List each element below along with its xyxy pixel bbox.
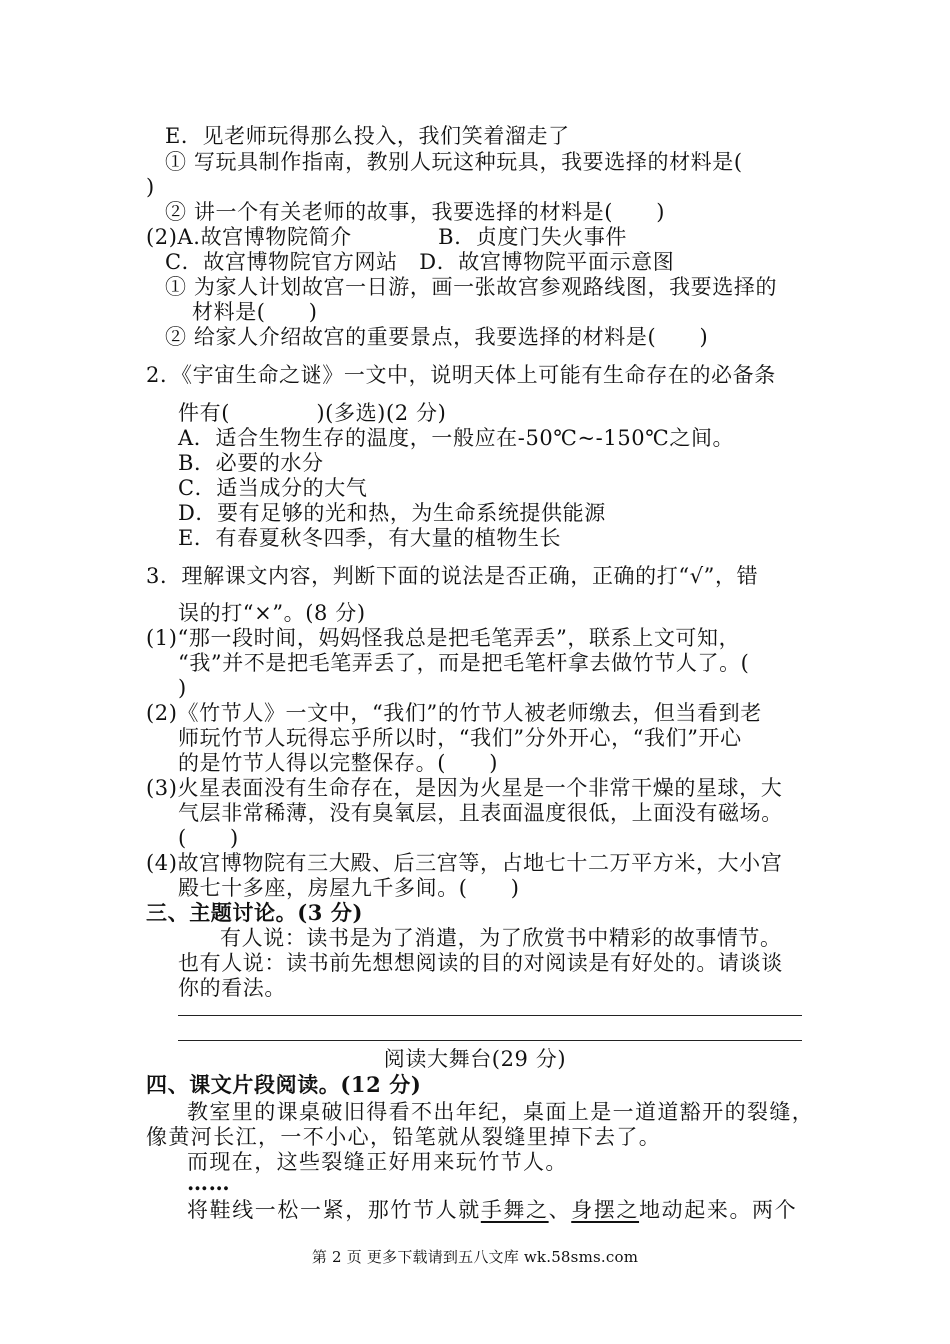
q2-option-d: D．要有足够的光和热，为生命系统提供能源 [178,501,606,525]
passage-para-3 [187,1197,797,1223]
underlined-phrase-2: 身摆之 [571,1198,640,1222]
q3-item-1-line-3: ) [178,676,187,700]
q3-item-2-line-2: 师玩竹节人玩得忘乎所以时，“我们”分外开心，“我们”开心 [178,726,742,750]
underlined-phrase-1: 手舞之 [480,1198,549,1222]
section-4-title: 四、课文片段阅读。(12 分) [146,1072,422,1097]
q2-stem: 2．《宇宙生命之谜》一文中，说明天体上可能有生命存在的必备条 [146,363,776,387]
q3-item-4-line-2: 殿七十多座，房屋九千多间。( ) [178,876,520,900]
section-3-prompt-line-1: 有人说：读书是为了消遣，为了欣赏书中精彩的故事情节。 [220,926,782,950]
q1-part2-question-1-cont: 材料是( ) [192,300,318,324]
answer-line-2 [178,1040,802,1041]
passage-para-3-separator: 、 [548,1198,572,1222]
passage-ellipsis: …… [187,1170,231,1195]
reading-stage-title: 阅读大舞台(29 分) [383,1047,567,1071]
section-3-prompt-line-3: 你的看法。 [178,976,286,1000]
q1-part2-options-cd: C．故宫博物院官方网站 D．故宫博物院平面示意图 [165,250,675,274]
q2-option-c: C．适当成分的大气 [178,476,368,500]
q1-part1-question-1-bracket: ) [146,175,155,199]
q1-part2-question-2: ② 给家人介绍故宫的重要景点，我要选择的材料是( ) [165,325,709,349]
q2-option-a: A．适合生物生存的温度，一般应在-50℃~-150℃之间。 [178,426,735,450]
q3-item-3-line-2: 气层非常稀薄，没有臭氧层，且表面温度很低，上面没有磁场。 [178,801,783,825]
q2-option-e: E．有春夏秋冬四季，有大量的植物生长 [178,526,562,550]
passage-para-1-line-2: 像黄河长江，一不小心，铅笔就从裂缝里掉下去了。 [146,1125,662,1149]
passage-para-1-line-1: 教室里的课桌破旧得看不出年纪，桌面上是一道道豁开的裂缝， [187,1100,815,1124]
q1-part2-question-1: ① 为家人计划故宫一日游，画一张故宫参观路线图，我要选择的 [165,275,778,299]
q1-part2-options-ab: (2)A.故宫博物院简介 B．贞度门失火事件 [146,225,628,249]
q2-option-b: B．必要的水分 [178,451,324,475]
passage-para-3-start: 将鞋线一松一紧，那竹节人就 [187,1198,481,1222]
q1-part1-question-1: ① 写玩具制作指南，教别人玩这种玩具，我要选择的材料是( [165,150,743,174]
q3-stem-cont: 误的打“×”。(8 分) [178,601,366,625]
q2-stem-cont: 件有( )(多选)(2 分) [178,401,447,425]
passage-para-3-end: 地动起来。两个 [639,1198,798,1222]
q1-choice-e: E．见老师玩得那么投入，我们笑着溜走了 [165,124,570,148]
passage-para-2: 而现在，这些裂缝正好用来玩竹节人。 [187,1150,568,1174]
q3-item-1-line-1: (1)“那一段时间，妈妈怪我总是把毛笔弄丢”，联系上文可知， [146,626,741,650]
q3-item-4-line-1: (4)故宫博物院有三大殿、后三宫等，占地七十二万平方米，大小宫 [146,851,783,875]
page-footer: 第 2 页 更多下载请到五八文库 wk.58sms.com [311,1248,639,1266]
q3-item-2-line-1: (2)《竹节人》一文中，“我们”的竹节人被老师缴去，但当看到老 [146,701,762,725]
q3-item-3-line-1: (3)火星表面没有生命存在，是因为火星是一个非常干燥的星球，大 [146,776,783,800]
q3-item-2-line-3: 的是竹节人得以完整保存。( ) [178,751,498,775]
answer-line-1 [178,1015,802,1016]
q3-stem: 3．理解课文内容，判断下面的说法是否正确，正确的打“√”，错 [146,564,759,588]
section-3-prompt-line-2: 也有人说：读书前先想想阅读的目的对阅读是有好处的。请谈谈 [178,951,783,975]
q3-item-1-line-2: “我”并不是把毛笔弄丢了，而是把毛笔杆拿去做竹节人了。( [178,651,750,675]
section-3-title: 三、主题讨论。(3 分) [146,900,363,925]
q1-part1-question-2: ② 讲一个有关老师的故事，我要选择的材料是( ) [165,200,666,224]
q3-item-3-line-3: ( ) [178,826,239,850]
